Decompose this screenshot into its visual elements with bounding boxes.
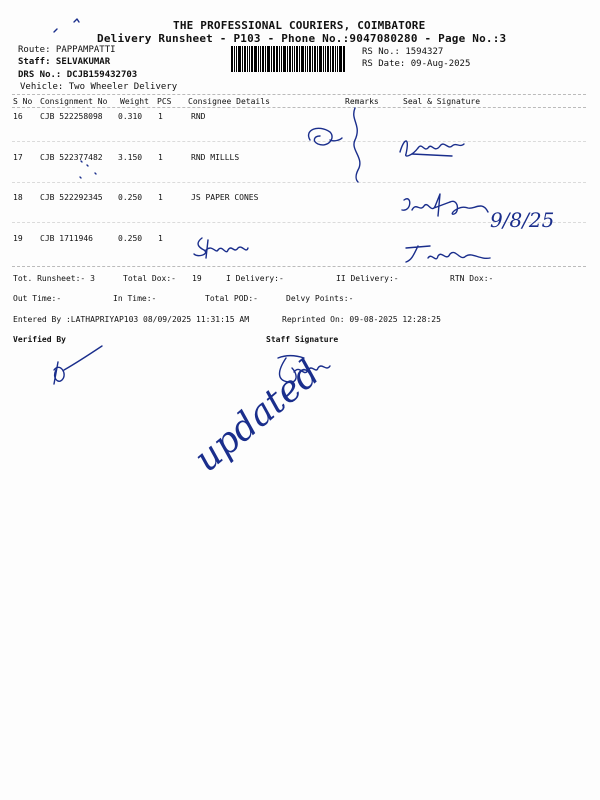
row-consignment: CJB 522292345 [40,193,103,202]
row-sno: 19 [13,234,23,243]
total-pod: Total POD:- [205,294,258,303]
col-sno: S No [13,97,33,106]
entered-by: Entered By :LATHAPRIYAP103 08/09/2025 11:31:15 AM [13,315,250,324]
col-seal: Seal & Signature [403,97,481,106]
col-pcs: PCS [157,97,172,106]
pen-mark [50,18,90,34]
barcode-bar [244,46,246,72]
delvy-points: Delvy Points:- [286,294,354,303]
vehicle-label: Vehicle: Two Wheeler Delivery [20,82,178,92]
staff-label: Staff: SELVAKUMAR [18,57,111,67]
barcode-bar [343,46,345,72]
tot-runsheet: Tot. Runsheet:- 3 [13,274,95,283]
runsheet-subtitle: Delivery Runsheet - P103 - Phone No.:9047080280 - Page No.:3 [97,32,507,45]
route-label: Route: PAPPAMPATTI [18,45,116,55]
row-sno: 18 [13,193,23,202]
total-dox-value: 19 [192,274,202,283]
barcode-bar [337,46,338,72]
col-consignment: Consignment No [40,97,108,106]
total-dox-label: Total Dox:- [123,274,176,283]
barcode-bar [251,46,253,72]
barcode-bar [281,46,282,72]
rtn-dox: RTN Dox:- [450,274,494,283]
barcode-bar [271,46,272,72]
row-weight: 3.150 [118,153,143,162]
barcode-bar [323,46,324,72]
barcode-bar [267,46,270,72]
col-weight: Weight [120,97,149,106]
header-divider-bottom [12,107,586,108]
barcode-bar [319,46,322,72]
row-pcs: 1 [158,112,163,121]
row-consignment: CJB 1711946 [40,234,93,243]
barcode-bar [265,46,266,72]
barcode-bar [327,46,329,72]
barcode-bar [296,46,298,72]
delivery-signature [400,240,500,270]
row-divider [12,141,586,142]
handwritten-date: 9/8/25 [490,208,555,232]
rs-number: RS No.: 1594327 [362,47,444,57]
row-weight: 0.250 [118,193,143,202]
barcode-bar [238,46,241,72]
row-consignee: RND MILLLS [191,153,240,162]
consignee-handwriting [190,232,260,262]
barcode-bar [305,46,306,72]
barcode-bar [287,46,288,72]
barcode-bar [242,46,243,72]
barcode-bar [279,46,280,72]
barcode-bar [307,46,308,72]
row-pcs: 1 [158,234,163,243]
handwritten-remark-mark [300,100,380,185]
ii-delivery: II Delivery:- [336,274,399,283]
delivery-signature [398,190,498,230]
staff-signature-label: Staff Signature [266,335,339,344]
barcode-bar [260,46,261,72]
verified-by-label: Verified By [13,335,66,344]
row-consignment: CJB 522258098 [40,112,103,121]
row-pcs: 1 [158,193,163,202]
barcode-bar [249,46,250,72]
barcode-bar [234,46,235,72]
col-remarks: Remarks [345,97,379,106]
barcode-bar [247,46,248,72]
verified-signature [44,340,114,390]
rs-date: RS Date: 09-Aug-2025 [362,59,471,69]
barcode-bar [312,46,313,72]
row-weight: 0.310 [118,112,143,121]
barcode-bar [236,46,237,72]
barcode-bar [254,46,257,72]
barcode-bar [332,46,334,72]
row-consignment: CJB 522377482 [40,153,103,162]
row-sno: 17 [13,153,23,162]
row-weight: 0.250 [118,234,143,243]
company-title: THE PROFESSIONAL COURIERS, COIMBATORE [173,19,426,32]
barcode-bar [294,46,295,72]
barcode-bar [231,46,233,72]
delivery-signature [392,128,472,164]
barcode-bar [258,46,259,72]
barcode-bar [339,46,342,72]
row-pcs: 1 [158,153,163,162]
row-sno: 16 [13,112,23,121]
barcode-bar [317,46,318,72]
handwritten-updated-note: updated [186,352,328,481]
i-delivery: I Delivery:- [226,274,284,283]
row-consignee: RND [191,112,206,121]
drs-number: DRS No.: DCJB159432703 [18,70,138,80]
barcode-bar [335,46,336,72]
barcode-bar [325,46,326,72]
col-consignee: Consignee Details [188,97,270,106]
barcode-bar [299,46,300,72]
barcode-bar [289,46,291,72]
reprinted-on: Reprinted On: 09-08-2025 12:28:25 [282,315,441,324]
barcode-bar [283,46,286,72]
ink-dots [75,155,115,195]
row-consignee: JS PAPER CONES [191,193,259,202]
barcode-bar [301,46,304,72]
barcode-bar [330,46,331,72]
barcode-bar [292,46,293,72]
barcode-bar [276,46,278,72]
barcode-bar [309,46,311,72]
out-time: Out Time:- [13,294,62,303]
barcode-bar [273,46,275,72]
barcode-image [231,46,355,72]
barcode-bar [262,46,264,72]
header-divider-top [12,94,586,95]
barcode-bar [314,46,316,72]
in-time: In Time:- [113,294,157,303]
